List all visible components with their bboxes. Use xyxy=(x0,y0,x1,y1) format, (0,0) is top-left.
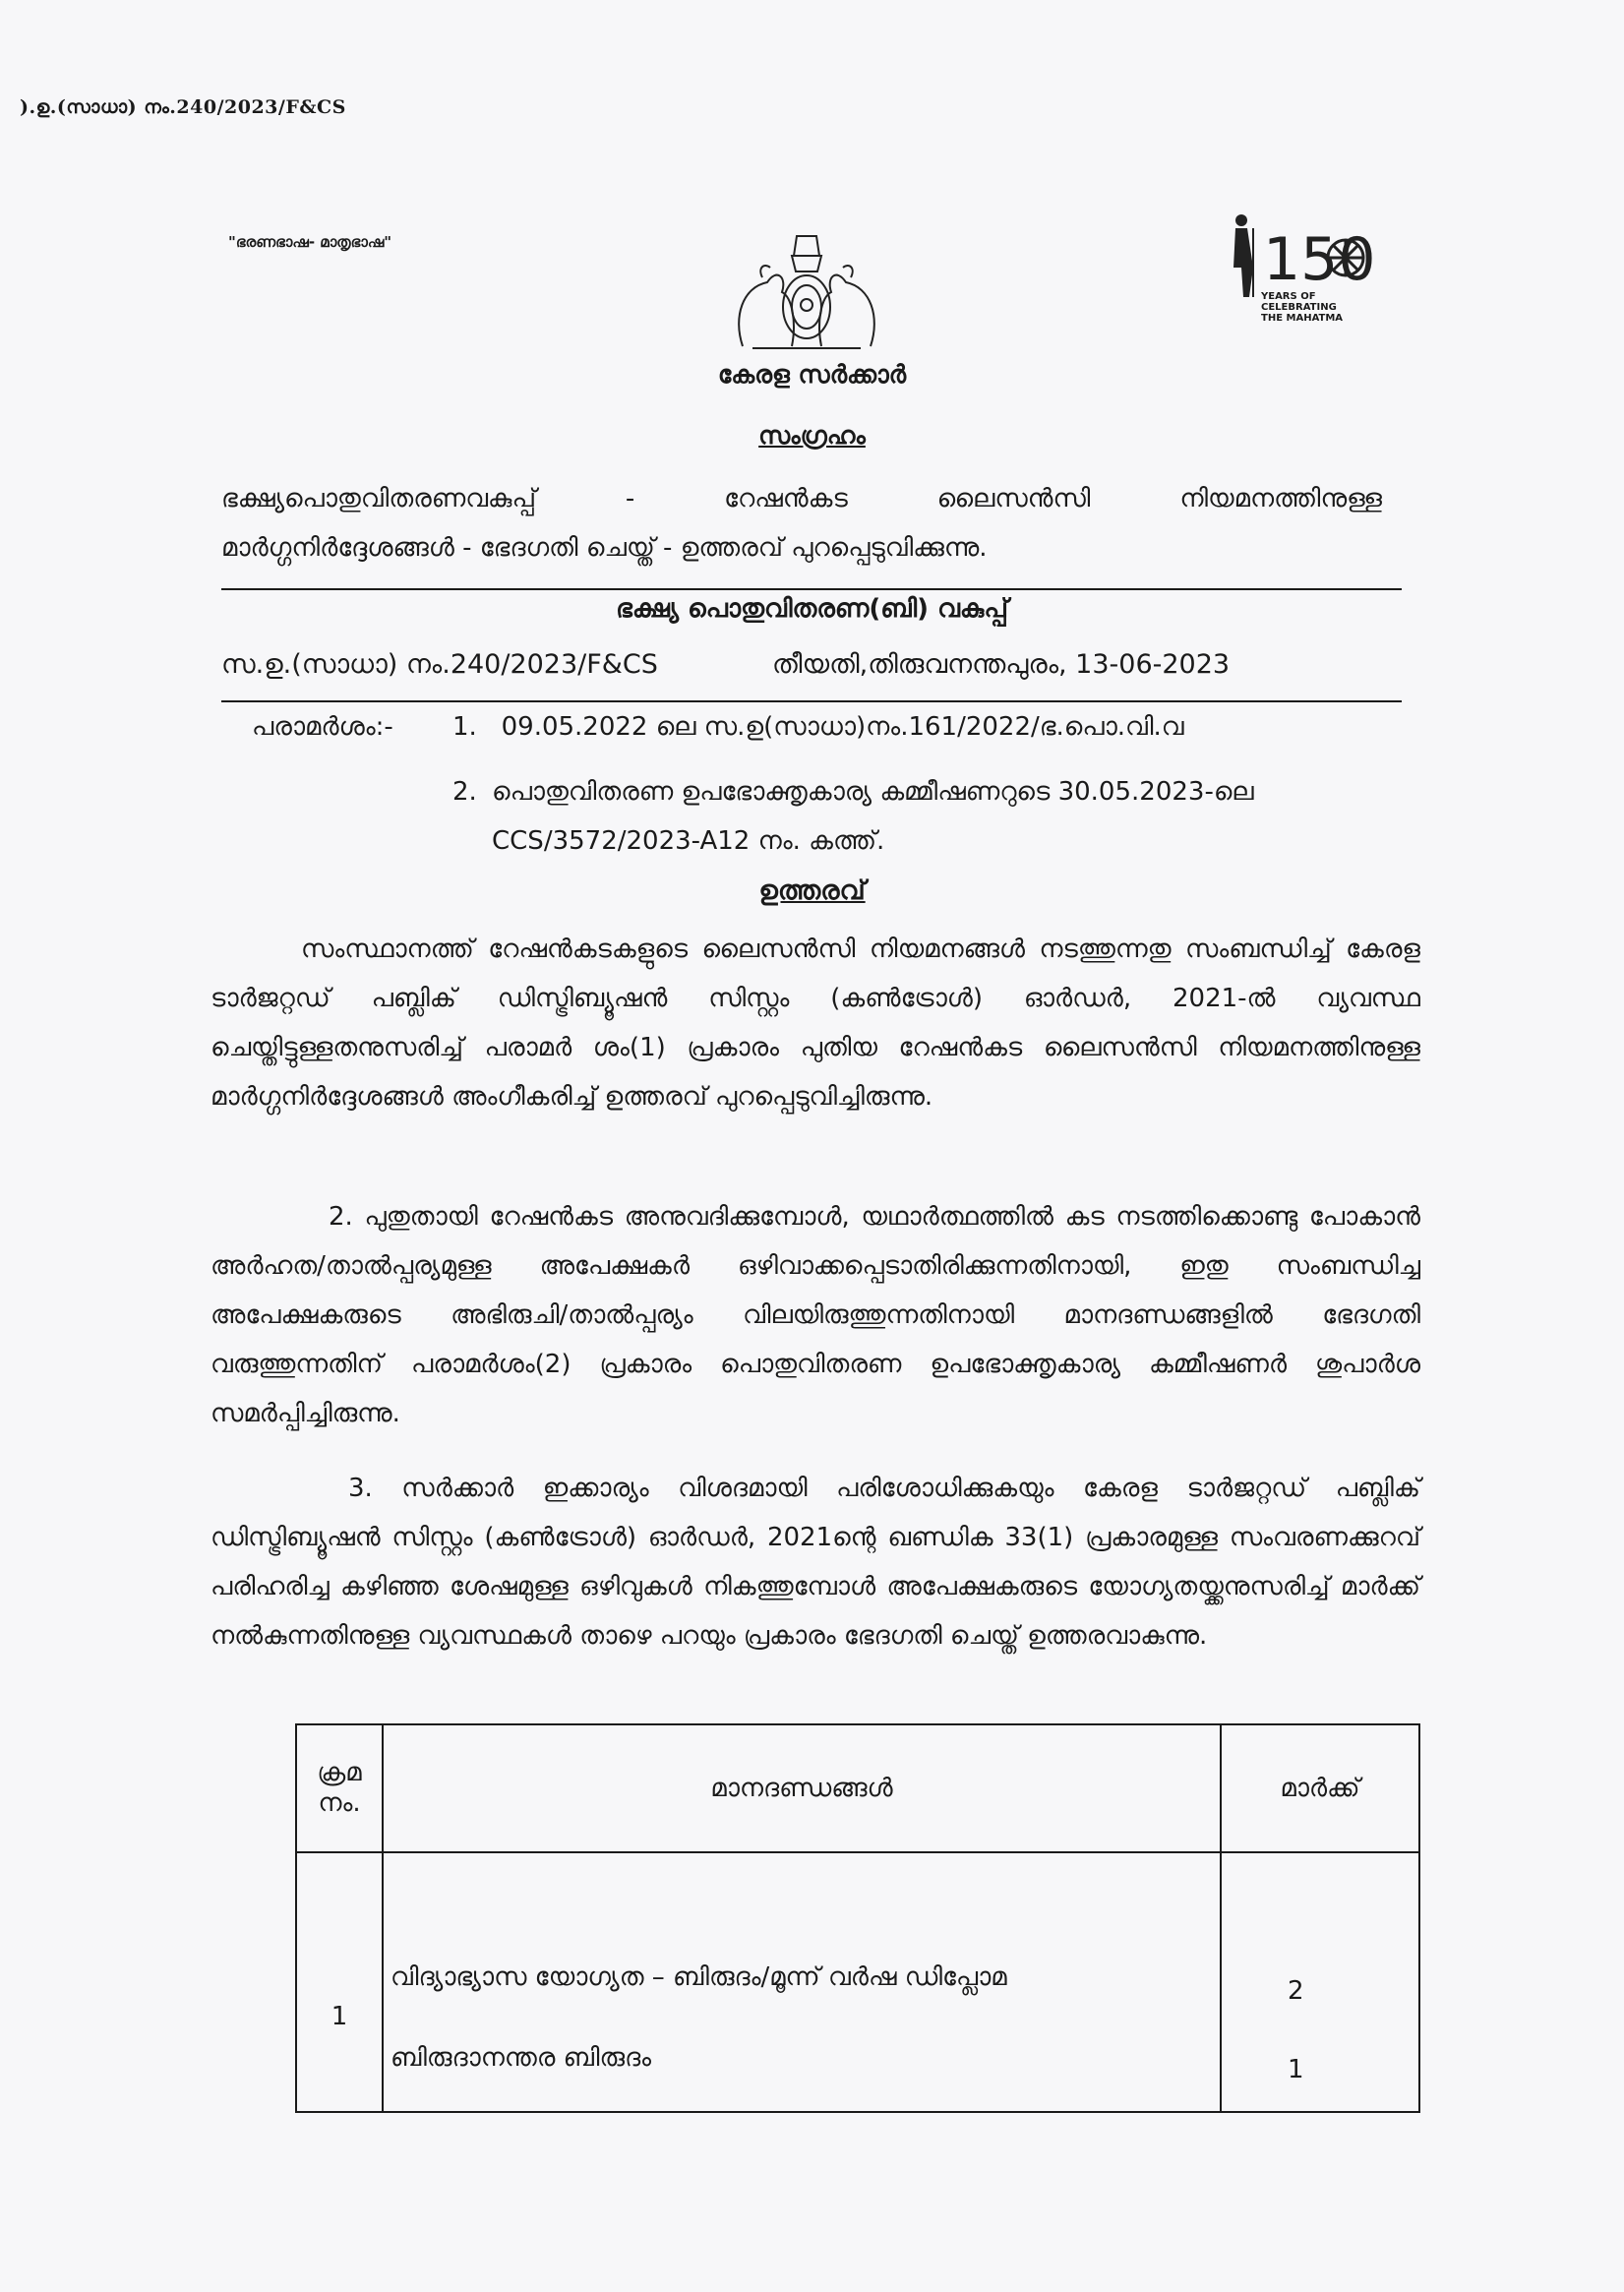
reference-item-1 xyxy=(452,712,1184,743)
gandhi-logo-line: THE MAHATMA xyxy=(1261,313,1344,324)
table-cell-serial xyxy=(296,1852,383,2112)
gandhi-logo-line: YEARS OF xyxy=(1261,291,1316,302)
table-header-marks: മാർക്ക് xyxy=(1221,1724,1419,1852)
paragraph-1: സംസ്ഥാനത്ത് റേഷൻകടകളുടെ ലൈസൻസി നിയമനങ്ങൾ നടത്തുന്നതു സംബന്ധിച്ച് കേരള ടാർജറ്റഡ് പബ്ലിക് ഡിസ്ട്രിബ്യൂഷൻ സിസ്റ്റം (കൺട്രോൾ) ഓർഡർ, 2021-ൽ വ്യവസ്ഥ ചെയ്തിട്ടുള്ളതനുസരിച്ച് പരാമർ ശം(1) പ്രകാരം പുതിയ റേഷൻകട ലൈസൻസി നിയമനത്തിനുള്ള മാർഗ്ഗനിർദ്ദേശങ്ങൾ അംഗീകരിച്ച് ഉത്തരവ് പുറപ്പെടുവിച്ചിരുന്നു. xyxy=(211,935,1420,1112)
divider xyxy=(221,588,1402,590)
mark-value: 2 xyxy=(1288,1976,1304,2006)
department-name: ഭക്ഷ്യ പൊതുവിതരണ(ബി) വകുപ്പ് xyxy=(616,594,1008,624)
top-reference-number: ).ഉ.(സാധാ) നം.240/2023/F&CS xyxy=(20,96,346,118)
subject-word: ലൈസൻസി xyxy=(936,484,1091,513)
kerala-emblem-icon xyxy=(723,228,890,356)
criteria-table xyxy=(295,1723,1420,2113)
subject xyxy=(221,474,1382,573)
table-header-serial: ക്രമ നം. xyxy=(296,1724,383,1852)
reference-number: 2. xyxy=(452,777,477,807)
government-name: കേരള സർക്കാർ xyxy=(717,360,907,389)
reference-text: 09.05.2022 ലെ സ.ഉ(സാധാ)നം.161/2022/ഭ.പൊ.വി.വ xyxy=(501,712,1184,742)
order-heading: ഉത്തരവ് xyxy=(758,875,866,906)
order-date-place: തീയതി,തിരുവനന്തപുരം, 13-06-2023 xyxy=(772,649,1231,680)
references-label: പരാമർശം:- xyxy=(252,712,393,742)
serial-number: 1 xyxy=(331,2002,348,2031)
order-number: സ.ഉ.(സാധാ) നം.240/2023/F&CS xyxy=(221,649,658,680)
subject-line-2: മാർഗ്ഗനിർദ്ദേശങ്ങൾ - ഭേദഗതി ചെയ്ത് - ഉത്തരവ് പുറപ്പെടുവിക്കുന്നു. xyxy=(221,533,988,563)
table-header-criteria: മാനദണ്ഡങ്ങൾ xyxy=(383,1724,1221,1852)
language-motto: "ഭരണഭാഷ- മാതൃഭാഷ" xyxy=(228,233,392,251)
summary-heading: സംഗ്രഹം xyxy=(758,421,866,450)
criteria-text: വിദ്യാഭ്യാസ യോഗ്യത – ബിരുദം/മൂന്ന് വർഷ ഡിപ്ലോമ xyxy=(391,1962,1007,1992)
gandhi-logo-number: 150 xyxy=(1263,225,1372,294)
subject-word: ഭക്ഷ്യപൊതുവിതരണവകുപ്പ് xyxy=(221,484,537,513)
table-row xyxy=(296,1852,1419,2112)
reference-text: പൊതുവിതരണ ഉപഭോക്തൃകാര്യ കമ്മീഷണറുടെ 30.05.2023-ലെ CCS/3572/2023-A12 നം. കത്ത്. xyxy=(492,777,1254,856)
gandhi-150-logo xyxy=(1220,209,1372,332)
table-cell-marks xyxy=(1221,1852,1419,2112)
gandhi-logo-line: CELEBRATING xyxy=(1261,302,1337,313)
divider xyxy=(221,700,1402,702)
subject-word: റേഷൻകട xyxy=(724,484,848,513)
paragraph-3: 3. സർക്കാർ ഇക്കാര്യം വിശദമായി പരിശോധിക്കുകയും കേരള ടാർജറ്റഡ് പബ്ലിക് ഡിസ്ട്രിബ്യൂഷൻ സിസ്റ്റം (കൺട്രോൾ) ഓർഡർ, 2021ന്റെ ഖണ്ഡിക 33(1) പ്രകാരമുള്ള സംവരണക്കുറവ് പരിഹരിച്ച കഴിഞ്ഞ ശേഷമുള്ള ഒഴിവുകൾ നികത്തുമ്പോൾ അപേക്ഷകരുടെ യോഗ്യതയ്ക്കനുസരിച്ച് മാർക്ക് നൽകുന്നതിനുള്ള വ്യവസ്ഥകൾ താഴെ പറയും പ്രകാരം ഭേദഗതി ചെയ്ത് ഉത്തരവാകുന്നു. xyxy=(211,1474,1420,1651)
reference-number: 1. xyxy=(452,712,477,742)
table-header-row xyxy=(296,1724,1419,1852)
criteria-text: ബിരുദാനന്തര ബിരുദം xyxy=(391,2043,652,2073)
paragraph-2: 2. പുതുതായി റേഷൻകട അനുവദിക്കുമ്പോൾ, യഥാർത്ഥത്തിൽ കട നടത്തിക്കൊണ്ടു പോകാൻ അർഹത/താൽപ്പര്യമുള്ള അപേക്ഷകർ ഒഴിവാക്കപ്പെടാതിരിക്കുന്നതിനായി, ഇതു സംബന്ധിച്ച അപേക്ഷകരുടെ അഭിരുചി/താൽപ്പര്യം വിലയിരുത്തുന്നതിനായി മാനദണ്ഡങ്ങളിൽ ഭേദഗതി വരുത്തുന്നതിന് പരാമർശം(2) പ്രകാരം പൊതുവിതരണ ഉപഭോക്തൃകാര്യ കമ്മീഷണർ ശുപാർശ സമർപ്പിച്ചിരുന്നു. xyxy=(211,1202,1420,1428)
subject-word: നിയമനത്തിനുള്ള xyxy=(1179,484,1382,513)
subject-line-1 xyxy=(221,474,1382,523)
subject-word: - xyxy=(625,484,635,513)
table-cell-criteria xyxy=(383,1852,1221,2112)
mark-value: 1 xyxy=(1288,2055,1304,2084)
